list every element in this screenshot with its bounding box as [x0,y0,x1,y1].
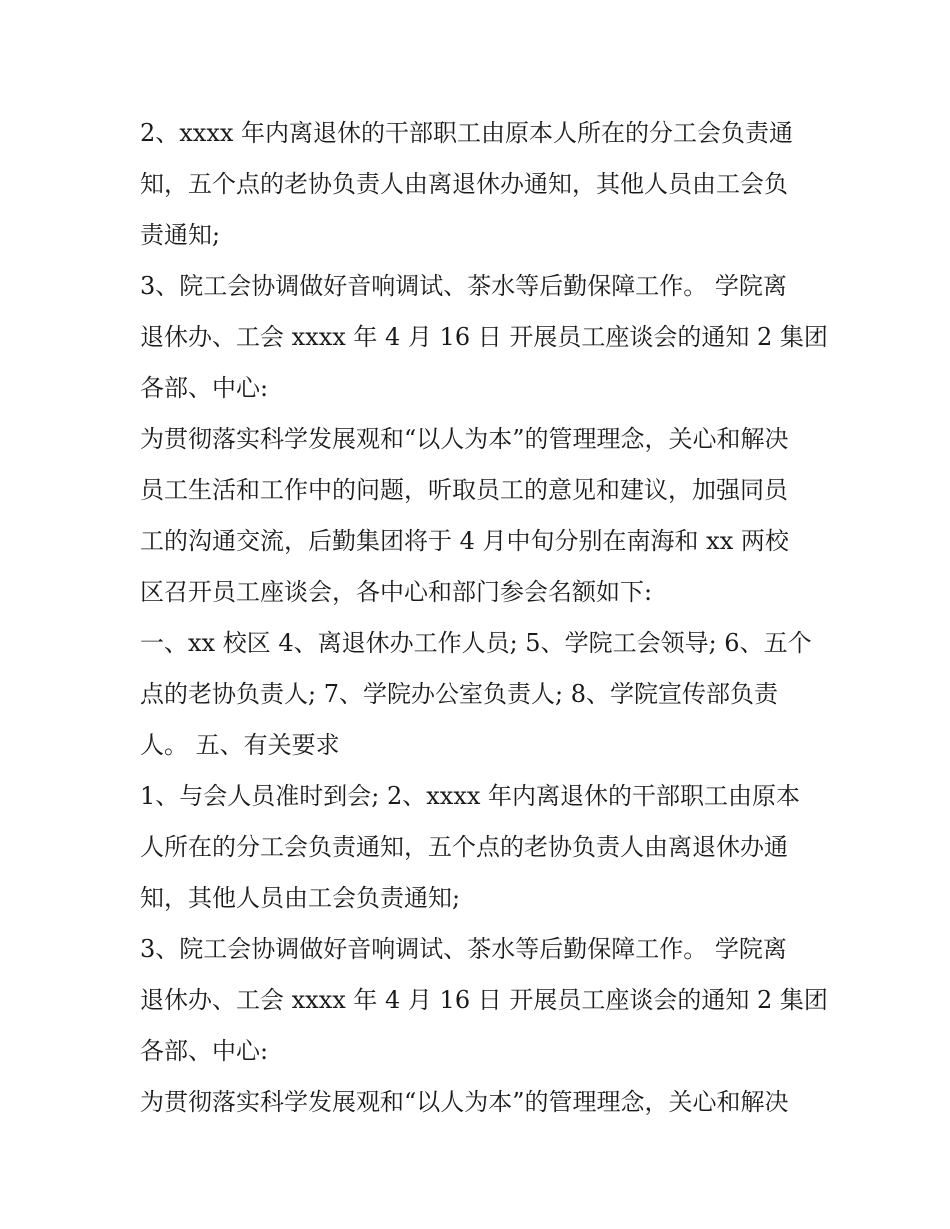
text-line: 各部、中心: [140,374,269,402]
text-line: 人。 五、有关要求 [140,731,340,759]
text-line: 3、院工会协调做好音响调试、茶水等后勤保障工作。 学院离 [140,272,787,300]
text-line: 区召开员工座谈会，各中心和部门参会名额如下: [140,578,653,606]
text-line: 1、与会人员准时到会; 2、xxxx 年内离退休的干部职工由原本 [140,782,801,810]
text-line: 人所在的分工会负责通知，五个点的老协负责人由离退休办通 [140,833,788,861]
text-line: 一、xx 校区 4、离退休办工作人员; 5、学院工会领导; 6、五个 [140,629,812,657]
text-line: 知，五个点的老协负责人由离退休办通知，其他人员由工会负 [140,170,788,198]
text-line: 退休办、工会 xxxx 年 4 月 16 日 开展员工座谈会的通知 2 集团 [140,323,828,351]
text-line: 退休办、工会 xxxx 年 4 月 16 日 开展员工座谈会的通知 2 集团 [140,986,828,1014]
text-line: 各部、中心: [140,1037,269,1065]
text-line: 知，其他人员由工会负责通知; [140,884,461,912]
text-line: 2、xxxx 年内离退休的干部职工由原本人所在的分工会负责通 [140,119,794,147]
text-line: 员工生活和工作中的问题，听取员工的意见和建议，加强同员 [140,476,788,504]
text-line: 为贯彻落实科学发展观和“以人为本”的管理理念，关心和解决 [140,425,789,453]
text-line: 点的老协负责人; 7、学院办公室负责人; 8、学院宣传部负责 [140,680,778,708]
text-line: 工的沟通交流，后勤集团将于 4 月中旬分别在南海和 xx 两校 [140,527,789,555]
text-line: 责通知; [140,221,221,249]
text-line: 为贯彻落实科学发展观和“以人为本”的管理理念，关心和解决 [140,1088,789,1116]
text-line: 3、院工会协调做好音响调试、茶水等后勤保障工作。 学院离 [140,935,787,963]
document-body [140,108,828,1128]
